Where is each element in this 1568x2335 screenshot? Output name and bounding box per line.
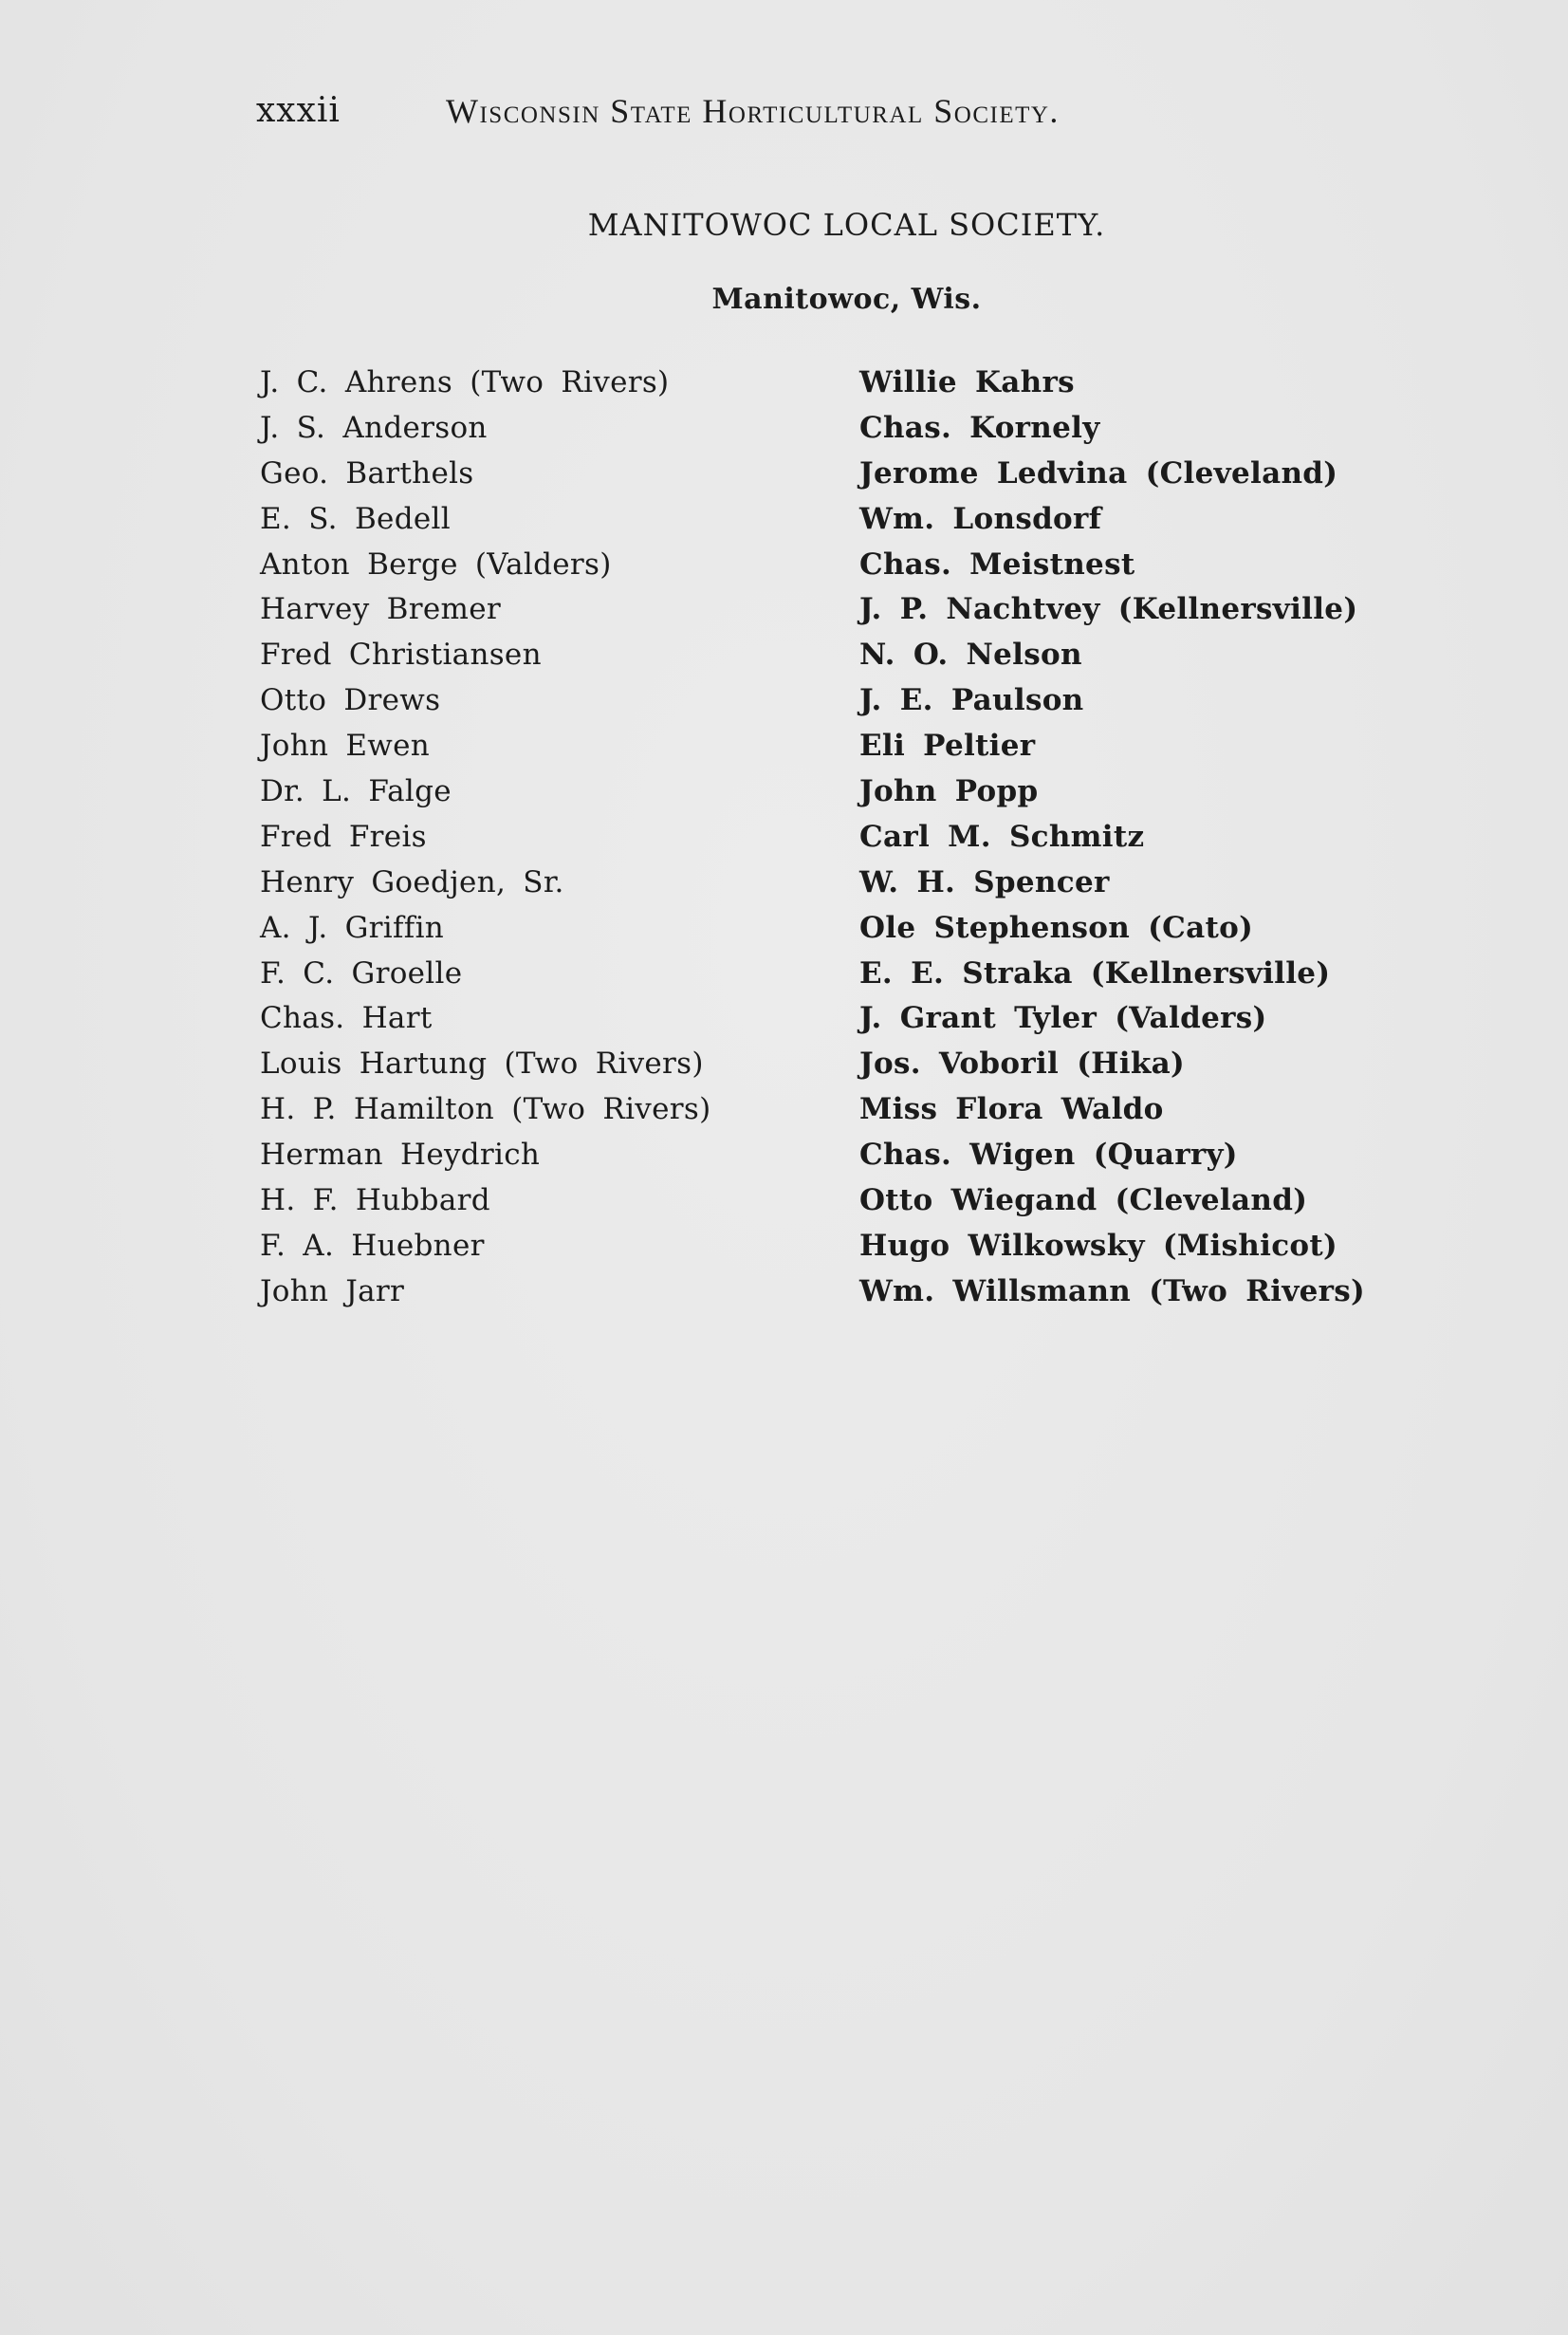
running-title: Wisconsin State Horticultural Society. <box>446 92 1060 130</box>
member-name: F. A. Huebner <box>260 1228 485 1263</box>
member-name: F. C. Groelle <box>260 955 463 991</box>
member-name: Chas. Meistnest <box>859 547 1135 582</box>
member-name: Geo. Barthels <box>260 455 474 491</box>
member-name: Willie Kahrs <box>859 365 1075 399</box>
member-name: Otto Drews <box>260 683 441 718</box>
member-name: J. E. Paulson <box>859 683 1084 718</box>
member-name: Eli Peltier <box>859 729 1036 764</box>
member-name: Henry Goedjen, Sr. <box>260 864 564 899</box>
member-name: J. C. Ahrens (Two Rivers) <box>260 365 670 399</box>
member-name: N. O. Nelson <box>859 638 1082 673</box>
member-name: J. Grant Tyler (Valders) <box>859 1001 1267 1036</box>
member-list-left <box>260 361 810 1315</box>
member-name: Jerome Ledvina (Cleveland) <box>859 455 1338 491</box>
member-name: Miss Flora Waldo <box>859 1092 1164 1127</box>
member-name: Hugo Wilkowsky (Mishicot) <box>859 1228 1337 1263</box>
member-name: Herman Heydrich <box>260 1138 541 1173</box>
member-name: Ole Stephenson (Cato) <box>859 910 1254 945</box>
member-name: Wm. Lonsdorf <box>859 501 1102 536</box>
member-name: J. S. Anderson <box>260 410 488 445</box>
member-name: Fred Freis <box>260 819 427 854</box>
member-name: H. P. Hamilton (Two Rivers) <box>260 1092 711 1127</box>
member-name: E. S. Bedell <box>260 501 451 536</box>
page-header <box>256 91 1262 148</box>
member-name: Chas. Wigen (Quarry) <box>859 1138 1238 1173</box>
member-name: Chas. Kornely <box>859 410 1100 445</box>
member-name: Chas. Hart <box>260 1001 433 1036</box>
page-number: xxxii <box>256 91 341 130</box>
member-name: W. H. Spencer <box>859 864 1110 899</box>
member-name: Wm. Willsmann (Two Rivers) <box>859 1273 1366 1308</box>
member-name: Louis Hartung (Two Rivers) <box>260 1047 704 1082</box>
member-name: Jos. Voboril (Hika) <box>859 1047 1185 1082</box>
member-name: Dr. L. Falge <box>260 774 452 809</box>
section-title: MANITOWOC LOCAL SOCIETY. <box>587 207 1106 243</box>
member-name: John Popp <box>859 774 1039 809</box>
member-name: J. P. Nachtvey (Kellnersville) <box>859 592 1358 627</box>
member-name: Carl M. Schmitz <box>859 819 1145 854</box>
section-location: Manitowoc, Wis. <box>711 283 982 316</box>
member-name: Otto Wiegand (Cleveland) <box>859 1183 1308 1218</box>
member-name: Fred Christiansen <box>260 638 542 673</box>
member-list-right <box>859 361 1448 1315</box>
member-name: John Ewen <box>260 729 431 764</box>
member-name: H. F. Hubbard <box>260 1183 490 1218</box>
member-name: Harvey Bremer <box>260 592 501 627</box>
member-name: John Jarr <box>260 1273 405 1308</box>
member-name: E. E. Straka (Kellnersville) <box>859 955 1331 991</box>
member-name: A. J. Griffin <box>260 910 445 945</box>
member-name: Anton Berge (Valders) <box>260 547 612 582</box>
